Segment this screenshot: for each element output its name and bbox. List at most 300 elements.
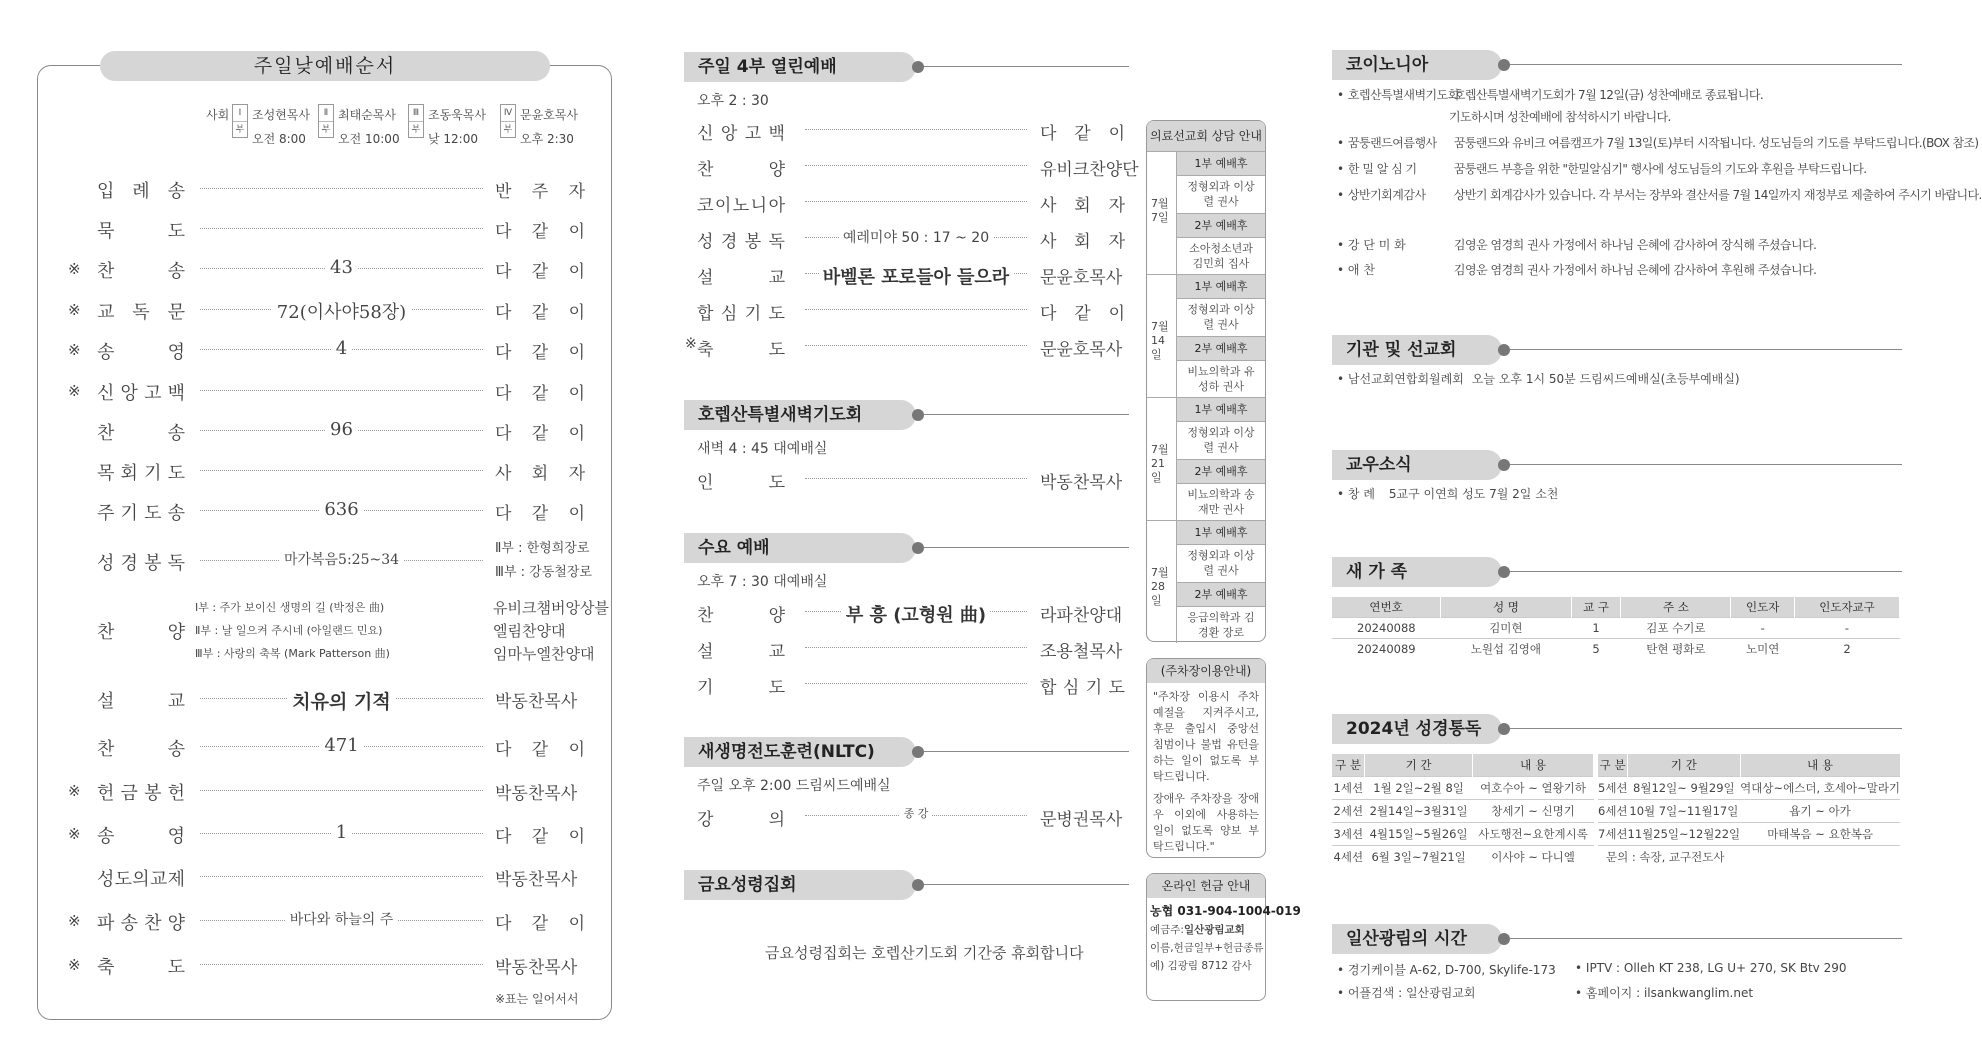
newfamily-header bbox=[1332, 557, 1902, 587]
consultant: 정형외과 이상렬 권사 bbox=[1177, 544, 1265, 582]
order-label: 입 례 송 bbox=[97, 181, 185, 202]
order-leader: 다 같 이 bbox=[495, 343, 585, 363]
week-cell bbox=[1147, 151, 1177, 274]
service-roman: Ⅲ bbox=[409, 105, 423, 122]
worship-title: 주일낮예배순서 bbox=[100, 51, 550, 81]
service-slot: 1부 예배후 bbox=[1177, 274, 1265, 298]
program-row bbox=[697, 261, 1127, 287]
leader-name: 문윤호목사 bbox=[520, 108, 578, 122]
order-leader: 다 같 이 bbox=[495, 424, 585, 444]
table-cell: - bbox=[1731, 617, 1795, 638]
table-cell: 20240089 bbox=[1332, 638, 1441, 659]
bullet-dot-icon bbox=[912, 879, 924, 891]
thanks-item: • 애 찬 김영운 염경희 권사 가정에서 하나님 은혜에 감사하여 후원해 주셨습니다. bbox=[1337, 263, 1817, 277]
column-header: 내 용 bbox=[1740, 754, 1900, 776]
column-header: 기 간 bbox=[1365, 754, 1473, 776]
friday-header bbox=[684, 870, 1129, 900]
worship-order-row bbox=[65, 777, 595, 805]
table-cell: 마태복음 ~ 요한복음 bbox=[1740, 822, 1900, 845]
service-slot: 2부 예배후 bbox=[1177, 336, 1265, 360]
broadcast-iptv: • IPTV : Olleh KT 238, LG U+ 270, SK Btv 290 bbox=[1575, 961, 1847, 975]
offering-account: 농협 031-904-1004-019 bbox=[1150, 904, 1301, 918]
worship-order-row bbox=[65, 215, 595, 243]
divider bbox=[1510, 464, 1902, 465]
dot-leader bbox=[200, 390, 483, 391]
medical-title: 의료선교회 상담 안내 bbox=[1147, 121, 1265, 151]
row-label: 성 경 봉 독 bbox=[697, 232, 785, 252]
table-row bbox=[1332, 845, 1594, 868]
row-label: 축 도 bbox=[697, 340, 785, 360]
program-row bbox=[697, 297, 1127, 323]
dot-leader bbox=[805, 201, 1027, 202]
column-header: 연번호 bbox=[1332, 597, 1441, 617]
table-cell: 욥기 ~ 아가 bbox=[1740, 799, 1900, 822]
order-label: 묵 도 bbox=[97, 221, 185, 242]
order-detail: 바다와 하늘의 주 bbox=[285, 912, 399, 928]
notice-item: • 꿈퉁랜드여름행사 꿈퉁랜드와 유비크 여름캠프가 7월 13일(토)부터 시작됩니다. 성도님들의 기도를 부탁드립니다.(BOX 참조) bbox=[1337, 136, 1979, 150]
week-cell bbox=[1147, 520, 1177, 643]
service-bu: 부 bbox=[503, 125, 513, 135]
table-cell: 이사야 ~ 다니엘 bbox=[1473, 845, 1594, 868]
choir-name: 유비크챔버앙상블 bbox=[493, 599, 609, 617]
row-leader: 유비크찬양단 bbox=[1040, 160, 1139, 180]
table-row bbox=[1598, 799, 1900, 822]
column-header: 교 구 bbox=[1571, 597, 1621, 617]
wednesday-time: 오후 7 : 30 대예배실 bbox=[697, 574, 828, 590]
order-label: 찬 송 bbox=[97, 261, 185, 282]
institutions-head: 남선교회연합회월례회 bbox=[1347, 372, 1464, 386]
members-item: • 창 례 5교구 이연희 성도 7월 2일 소천 bbox=[1337, 487, 1559, 501]
consultant: 정형외과 이상렬 권사 bbox=[1177, 298, 1265, 336]
table-cell: 1 bbox=[1571, 617, 1621, 638]
standing-mark: ※ bbox=[68, 301, 81, 319]
nltc-title: 새생명전도훈련(NLTC) bbox=[684, 737, 916, 767]
anthem-song: Ⅲ부 : 사랑의 축복 (Mark Patterson 曲) bbox=[195, 645, 394, 661]
divider bbox=[1510, 728, 1902, 729]
service-slot: 2부 예배후 bbox=[1177, 459, 1265, 483]
row-leader: 라파찬양대 bbox=[1040, 606, 1123, 626]
dot-leader bbox=[200, 188, 483, 189]
leader-name: 조동욱목사 bbox=[428, 108, 486, 122]
institutions-item: • 남선교회연합회월례회 오늘 오후 1시 50분 드림씨드예배실(초등부예배실) bbox=[1337, 372, 1740, 386]
reader-name: Ⅲ부 : 강동철장로 bbox=[495, 565, 592, 580]
bible-inquiry: 문의 : 속장, 교구전도사 bbox=[1598, 845, 1900, 868]
bullet-dot-icon bbox=[912, 746, 924, 758]
table-cell: 2세션 bbox=[1332, 799, 1365, 822]
row-leader: 문윤호목사 bbox=[1040, 268, 1123, 288]
table-row bbox=[1332, 822, 1594, 845]
bullet-dot-icon bbox=[1498, 933, 1510, 945]
table-cell: 6세션 bbox=[1598, 799, 1628, 822]
order-label: 신 앙 고 백 bbox=[97, 383, 185, 404]
notice-item: • 호렙산특별새벽기도회호렙산특별새벽기도회가 7월 12일(금) 성찬예배로 종료됩니다. bbox=[1337, 88, 1764, 102]
nltc-time: 주일 오후 2:00 드림씨드예배실 bbox=[697, 778, 891, 794]
dot-leader bbox=[805, 129, 1027, 130]
friday-title: 금요성령집회 bbox=[684, 870, 916, 900]
table-cell: 11월25일~12월22일 bbox=[1628, 822, 1741, 845]
table-cell: 3세션 bbox=[1332, 822, 1365, 845]
notice-text: 호렙산특별새벽기도회가 7월 12일(금) 성찬예배로 종료됩니다. bbox=[1453, 88, 1764, 102]
consultant: 비뇨의학과 송재만 권사 bbox=[1177, 483, 1265, 520]
table-cell: 4월15일~5월26일 bbox=[1365, 822, 1473, 845]
order-leader: 다 같 이 bbox=[495, 504, 585, 524]
table-row bbox=[1332, 776, 1594, 799]
wednesday-title: 수요 예배 bbox=[684, 533, 916, 563]
row-leader: 문윤호목사 bbox=[1040, 340, 1123, 360]
choir-name: 임마누엘찬양대 bbox=[493, 645, 595, 663]
worship-order-row bbox=[65, 685, 595, 713]
standing-note: ※표는 일어서서 bbox=[495, 992, 579, 1006]
newfamily-table bbox=[1332, 597, 1900, 659]
table-row bbox=[1598, 776, 1900, 799]
table-cell: 20240088 bbox=[1332, 617, 1441, 638]
table-row bbox=[1598, 822, 1900, 845]
row-label: 인 도 bbox=[697, 473, 785, 493]
standing-mark: ※ bbox=[68, 825, 81, 843]
table-cell: 여호수아 ~ 열왕기하 bbox=[1473, 776, 1594, 799]
week-cell bbox=[1147, 274, 1177, 397]
table-cell: 5 bbox=[1571, 638, 1621, 659]
broadcast-homepage[interactable]: • 홈페이지 : ilsankwanglim.net bbox=[1575, 986, 1754, 1000]
order-leader: 다 같 이 bbox=[495, 222, 585, 242]
dot-leader bbox=[200, 470, 483, 471]
table-cell: 2 bbox=[1795, 638, 1900, 659]
order-detail: 636 bbox=[319, 499, 363, 520]
leader-name: 최태순목사 bbox=[338, 108, 396, 122]
members-title: 교우소식 bbox=[1332, 450, 1502, 480]
service-number-badge bbox=[500, 104, 516, 138]
table-cell: 탄현 평화로 bbox=[1621, 638, 1731, 659]
program-row bbox=[697, 671, 1127, 697]
row-label: 찬 양 bbox=[697, 606, 785, 626]
bullet-dot-icon bbox=[1498, 344, 1510, 356]
week-cell bbox=[1147, 397, 1177, 520]
offering-format: 이름,헌금일부+헌금종류 bbox=[1150, 942, 1264, 954]
bullet-dot-icon bbox=[912, 542, 924, 554]
newfamily-title: 새 가 족 bbox=[1332, 557, 1502, 587]
service-roman: Ⅳ bbox=[501, 105, 515, 122]
consultant: 정형외과 이상렬 권사 bbox=[1177, 175, 1265, 213]
members-text: 5교구 이연희 성도 7월 2일 소천 bbox=[1388, 487, 1559, 501]
table-cell: 7세션 bbox=[1598, 822, 1628, 845]
dawn-header bbox=[684, 400, 1129, 430]
members-head: 창 례 bbox=[1347, 487, 1375, 501]
order-detail: 96 bbox=[325, 419, 358, 440]
worship-order-row bbox=[65, 820, 595, 848]
table-cell: 역대상~에스더, 호세아~말라기 bbox=[1740, 776, 1900, 799]
koinonia-header bbox=[1332, 50, 1902, 80]
column-header: 내 용 bbox=[1473, 754, 1594, 776]
row-detail: 부 흥 (고형원 曲) bbox=[842, 605, 990, 626]
program-row bbox=[697, 635, 1127, 661]
order-label: 성 경 봉 독 bbox=[97, 553, 185, 574]
institutions-header bbox=[1332, 335, 1902, 365]
table-cell: - bbox=[1795, 617, 1900, 638]
service-roman: Ⅰ bbox=[233, 105, 247, 122]
nltc-header bbox=[684, 737, 1129, 767]
anthem-row bbox=[195, 643, 595, 663]
bullet-dot-icon bbox=[1498, 459, 1510, 471]
leader-label: 사회 bbox=[206, 108, 230, 122]
parking-box bbox=[1146, 658, 1266, 858]
order-label: 설 교 bbox=[97, 691, 185, 712]
notice-head: 호렙산특별새벽기도회 bbox=[1347, 88, 1459, 102]
order-leader: 박동찬목사 bbox=[495, 958, 578, 978]
worship-order-row bbox=[65, 417, 595, 445]
parking-text-1: "주차장 이용시 주차예절을 지켜주시고, 후문 출입시 중앙선 침범이나 불법 유턴을 하는 일이 없도록 부탁드립니다. bbox=[1153, 690, 1259, 783]
consultant: 비뇨의학과 유성하 권사 bbox=[1177, 360, 1265, 397]
week-date: 7월 7일 bbox=[1151, 197, 1169, 224]
order-label: 성 도 의 교 제 bbox=[97, 869, 185, 890]
service-bu: 부 bbox=[321, 125, 331, 135]
bullet-dot-icon bbox=[1498, 723, 1510, 735]
column-header: 인도자교구 bbox=[1795, 597, 1900, 617]
row-label: 코 이 노 니 아 bbox=[697, 196, 785, 216]
service-slot: 2부 예배후 bbox=[1177, 213, 1265, 237]
order-leader: 다 같 이 bbox=[495, 914, 585, 934]
order-detail: 치유의 기적 bbox=[287, 691, 395, 713]
service-number-badge bbox=[232, 104, 248, 138]
column-header: 기 간 bbox=[1628, 754, 1741, 776]
divider bbox=[1510, 571, 1902, 572]
table-cell: 6월 3일~7월21일 bbox=[1365, 845, 1473, 868]
bullet-dot-icon bbox=[1498, 59, 1510, 71]
divider bbox=[924, 751, 1129, 752]
anthem-song: Ⅱ부 : 날 일으켜 주시네 (아일랜드 민요) bbox=[195, 622, 386, 638]
row-detail: 예레미야 50 : 17 ~ 20 bbox=[839, 230, 993, 246]
service-number-badge bbox=[408, 104, 424, 138]
standing-mark: ※ bbox=[68, 782, 81, 800]
dawn-leader-row bbox=[697, 466, 1127, 492]
thanks-head: 강 단 미 화 bbox=[1347, 238, 1406, 252]
row-detail: 바벨론 포로들아 들으라 bbox=[819, 267, 1013, 288]
service-time: 오전 10:00 bbox=[338, 132, 400, 146]
notice-head: 한 밀 알 심 기 bbox=[1347, 162, 1417, 176]
program-row bbox=[697, 225, 1127, 251]
offering-box bbox=[1146, 873, 1301, 1001]
table-cell: 1월 2일~2월 8일 bbox=[1365, 776, 1473, 799]
divider bbox=[924, 414, 1129, 415]
table-cell: 창세기 ~ 신명기 bbox=[1473, 799, 1594, 822]
week-date: 7월 14일 bbox=[1151, 320, 1169, 361]
service-time: 낮 12:00 bbox=[428, 132, 478, 146]
notice-text-continued: 기도하시며 성찬예배에 참석하시기 바랍니다. bbox=[1449, 110, 1671, 124]
row-right: 박동찬목사 bbox=[1040, 473, 1123, 493]
thanks-text: 김영운 염경희 권사 가정에서 하나님 은혜에 감사하여 장식해 주셨습니다. bbox=[1453, 238, 1817, 252]
parking-title: (주차장이용안내) bbox=[1147, 659, 1265, 683]
row-label: 강 의 bbox=[697, 810, 785, 830]
medical-consult-box bbox=[1146, 120, 1266, 642]
worship-order-row bbox=[65, 497, 595, 525]
notice-text: 꿈퉁랜드와 유비크 여름캠프가 7월 13일(토)부터 시작됩니다. 성도님들의 기도를 부탁드립니다.(BOX 참조) bbox=[1453, 136, 1979, 150]
thanks-text: 김영운 염경희 권사 가정에서 하나님 은혜에 감사하여 후원해 주셨습니다. bbox=[1453, 263, 1817, 277]
row-leader: 합 심 기 도 bbox=[1040, 678, 1125, 698]
notice-text: 상반기 회계감사가 있습니다. 각 부서는 장부와 결산서를 7월 14일까지 재정부로 제출하여 주시기 바랍니다. bbox=[1453, 188, 1982, 202]
table-cell: 5세션 bbox=[1598, 776, 1628, 799]
thanks-item: • 강 단 미 화 김영운 염경희 권사 가정에서 하나님 은혜에 감사하여 장식해 주셨습니다. bbox=[1337, 238, 1817, 252]
anthem-row bbox=[195, 620, 566, 640]
service-time: 오전 8:00 bbox=[252, 132, 306, 146]
standing-mark: ※ bbox=[68, 956, 81, 974]
worship-order-row bbox=[65, 907, 595, 935]
order-leader: 다 같 이 bbox=[495, 827, 585, 847]
service-time: 오후 2:30 bbox=[520, 132, 574, 146]
service-slot: 1부 예배후 bbox=[1177, 151, 1265, 175]
row-leader: 다 같 이 bbox=[1040, 304, 1125, 324]
program-row bbox=[697, 599, 1127, 625]
order-detail: 43 bbox=[325, 257, 358, 278]
nltc-lecture-row bbox=[697, 803, 1127, 829]
divider bbox=[924, 547, 1129, 548]
choir-name: 엘림찬양대 bbox=[493, 622, 566, 640]
notice-head: 꿈퉁랜드여름행사 bbox=[1347, 136, 1437, 150]
order-label: 찬 송 bbox=[97, 423, 185, 444]
bullet-dot-icon bbox=[912, 61, 924, 73]
table-cell: 4세션 bbox=[1332, 845, 1365, 868]
column-header: 구 분 bbox=[1598, 754, 1628, 776]
table-cell: 사도행전~요한계시록 bbox=[1473, 822, 1594, 845]
row-right: 문병권목사 bbox=[1040, 810, 1123, 830]
week-date: 7월 21일 bbox=[1151, 443, 1169, 484]
bible-table-left bbox=[1332, 754, 1594, 868]
standing-mark: ※ bbox=[68, 382, 81, 400]
table-cell: 김미현 bbox=[1441, 617, 1571, 638]
order-leader: 박동찬목사 bbox=[495, 692, 578, 712]
program-row bbox=[697, 117, 1127, 143]
service-slot: 2부 예배후 bbox=[1177, 582, 1265, 606]
friday-note: 금요성령집회는 호렙산기도회 기간중 휴회합니다 bbox=[765, 944, 1084, 962]
service4-header bbox=[684, 52, 1129, 82]
order-leader: 반 주 자 bbox=[495, 182, 585, 202]
cable-text: 경기케이블 A-62, D-700, Skylife-173 bbox=[1347, 963, 1556, 977]
institutions-title: 기관 및 선교회 bbox=[1332, 335, 1502, 365]
row-label: 신 앙 고 백 bbox=[697, 124, 785, 144]
dawn-title: 호렙산특별새벽기도회 bbox=[684, 400, 916, 430]
table-row bbox=[1598, 845, 1900, 868]
app-search-text: 어플검색 : 일산광림교회 bbox=[1347, 986, 1476, 1000]
row-leader: 사 회 자 bbox=[1040, 196, 1125, 216]
broadcast-app: • 어플검색 : 일산광림교회 bbox=[1337, 986, 1476, 1000]
table-cell: 2월14일~3월31일 bbox=[1365, 799, 1473, 822]
worship-order-row bbox=[65, 863, 595, 891]
divider bbox=[1510, 938, 1902, 939]
order-leader: 다 같 이 bbox=[495, 384, 585, 404]
bullet-dot-icon bbox=[1498, 566, 1510, 578]
dot-leader bbox=[200, 876, 483, 877]
leader-name: 조성현목사 bbox=[252, 108, 310, 122]
dot-leader bbox=[805, 165, 1027, 166]
table-row bbox=[1332, 799, 1594, 822]
dot-leader bbox=[805, 647, 1027, 648]
order-detail: 1 bbox=[331, 822, 352, 843]
service-number-badge bbox=[318, 104, 334, 138]
column-header: 성 명 bbox=[1441, 597, 1571, 617]
order-label: 송 영 bbox=[97, 826, 185, 847]
row-leader: 조용철목사 bbox=[1040, 642, 1123, 662]
anthem-row bbox=[195, 597, 609, 617]
notice-head: 상반기회계감사 bbox=[1347, 188, 1426, 202]
offering-title: 온라인 헌금 안내 bbox=[1147, 874, 1265, 898]
service-slot: 1부 예배후 bbox=[1177, 520, 1265, 544]
divider bbox=[924, 884, 1129, 885]
table-row bbox=[1332, 617, 1900, 638]
broadcast-title: 일산광림의 시간 bbox=[1332, 924, 1502, 954]
row-mid: 종 강 bbox=[900, 807, 933, 820]
order-leader: 박동찬목사 bbox=[495, 870, 578, 890]
order-leader: 다 같 이 bbox=[495, 303, 585, 323]
order-label: 파 송 찬 양 bbox=[97, 913, 185, 934]
worship-order-row bbox=[65, 296, 595, 324]
column-header: 주 소 bbox=[1621, 597, 1731, 617]
order-label: 주 기 도 송 bbox=[97, 503, 185, 524]
table-cell: 1세션 bbox=[1332, 776, 1365, 799]
service-bu: 부 bbox=[235, 125, 245, 135]
service-slot: 1부 예배후 bbox=[1177, 397, 1265, 421]
worship-order-row bbox=[65, 175, 595, 203]
consultant: 응급의학과 김경환 장로 bbox=[1177, 606, 1265, 643]
worship-order-row bbox=[65, 457, 595, 485]
dot-leader bbox=[805, 309, 1027, 310]
dot-leader bbox=[200, 790, 483, 791]
standing-mark: ※ bbox=[68, 912, 81, 930]
offering-holder-line bbox=[1147, 919, 1265, 937]
order-leader: 다 같 이 bbox=[495, 262, 585, 282]
order-detail: 마가복음5:25~34 bbox=[279, 552, 404, 568]
bible-header bbox=[1332, 714, 1902, 744]
dot-leader bbox=[200, 964, 483, 965]
table-row bbox=[1332, 638, 1900, 659]
wednesday-header bbox=[684, 533, 1129, 563]
worship-order-row bbox=[65, 377, 595, 405]
row-label: 설 교 bbox=[697, 268, 785, 288]
homepage-link[interactable]: 홈페이지 : ilsankwanglim.net bbox=[1585, 986, 1754, 1000]
table-cell: 8월12일~ 9월29일 bbox=[1628, 776, 1741, 799]
consultant: 소아청소년과 김민희 집사 bbox=[1177, 237, 1265, 274]
iptv-text: IPTV : Olleh KT 238, LG U+ 270, SK Btv 290 bbox=[1585, 961, 1847, 975]
reader-name: Ⅱ부 : 한형희장로 bbox=[495, 541, 590, 556]
service4-time: 오후 2 : 30 bbox=[697, 93, 769, 109]
bullet-dot-icon bbox=[912, 409, 924, 421]
worship-order-row bbox=[65, 255, 595, 283]
order-label: 송 영 bbox=[97, 342, 185, 363]
program-row bbox=[697, 189, 1127, 215]
koinonia-title: 코이노니아 bbox=[1332, 50, 1502, 80]
program-row bbox=[697, 153, 1139, 180]
column-header: 인도자 bbox=[1731, 597, 1795, 617]
parking-text-2: 장애우 주차장을 장애우 이외에 사용하는 일이 없도록 양보 부탁드립니다." bbox=[1153, 792, 1259, 853]
anthem-song: Ⅰ부 : 주가 보이신 생명의 길 (박정은 曲) bbox=[195, 599, 388, 615]
table-cell: 노미연 bbox=[1731, 638, 1795, 659]
service-bu: 부 bbox=[411, 125, 421, 135]
row-label: 찬 양 bbox=[697, 160, 785, 180]
notice-item: • 상반기회계감사 상반기 회계감사가 있습니다. 각 부서는 장부와 결산서를 7월 14일까지 재정부로 제출하여 주시기 바랍니다. bbox=[1337, 188, 1982, 202]
service-roman: Ⅱ bbox=[319, 105, 333, 122]
order-leader: 사 회 자 bbox=[495, 464, 585, 484]
standing-mark: ※ bbox=[68, 341, 81, 359]
consultant: 정형외과 이상렬 권사 bbox=[1177, 421, 1265, 459]
offering-example: 예) 김광림 8712 감사 bbox=[1150, 960, 1252, 972]
table-cell: 김포 수기로 bbox=[1621, 617, 1731, 638]
divider bbox=[1510, 349, 1902, 350]
row-leader: 사 회 자 bbox=[1040, 232, 1125, 252]
order-leader: 박동찬목사 bbox=[495, 784, 578, 804]
worship-order-row bbox=[65, 336, 595, 364]
row-leader: 다 같 이 bbox=[1040, 124, 1125, 144]
table-cell: 노원섭 김영애 bbox=[1441, 638, 1571, 659]
order-label: 축 도 bbox=[97, 957, 185, 978]
divider bbox=[1510, 64, 1902, 65]
row-label: 설 교 bbox=[697, 642, 785, 662]
